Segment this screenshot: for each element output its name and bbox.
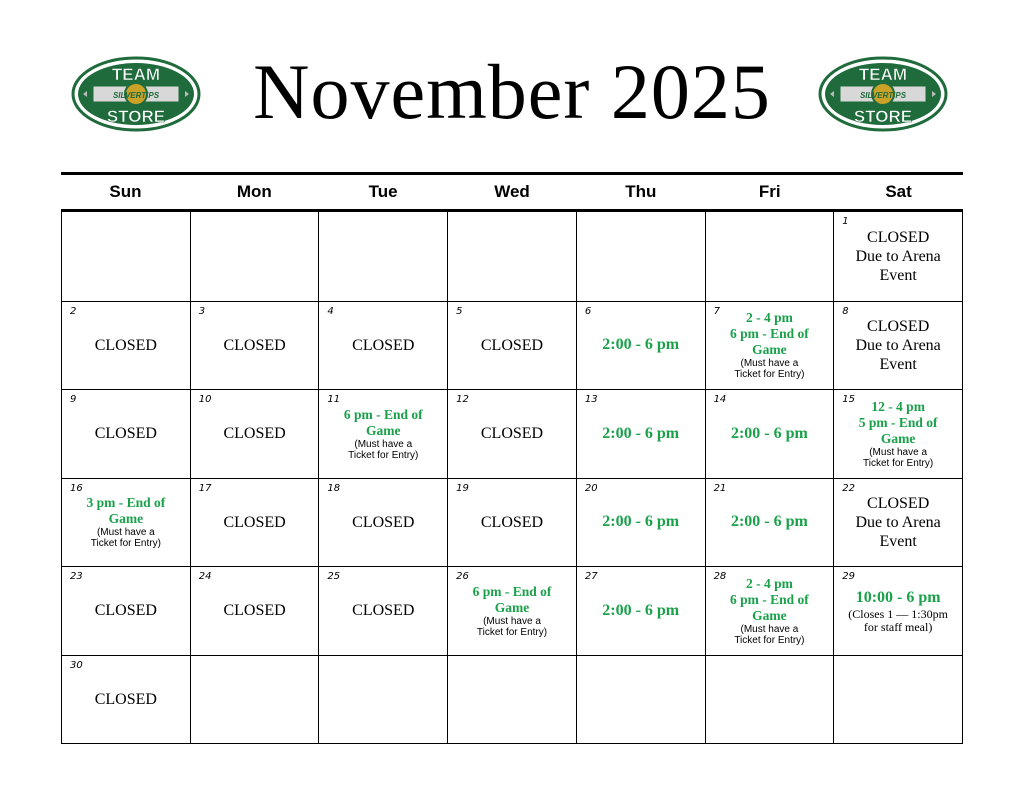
day-number: 30 <box>70 659 83 671</box>
day-number: 20 <box>584 482 598 494</box>
day-number: 18 <box>327 482 341 494</box>
logo-text-badge: SILVERTIPS <box>112 91 160 100</box>
day-content <box>319 567 447 655</box>
team-store-logo-right <box>818 56 948 132</box>
day-content <box>62 656 190 744</box>
day-content <box>706 656 834 744</box>
calendar-day-cell <box>706 389 835 478</box>
open-hours: 2 - 4 pm <box>745 575 793 591</box>
open-hours: 6 pm - End of Game <box>343 406 423 438</box>
weekday-label: Wed <box>494 182 530 201</box>
calendar-grid <box>61 212 963 744</box>
calendar-day-cell <box>706 478 835 567</box>
closed-text: CLOSED <box>480 336 544 354</box>
calendar-day-cell <box>191 301 320 390</box>
calendar-day-cell <box>62 655 191 744</box>
calendar-day-cell <box>62 301 191 390</box>
day-content <box>62 302 190 390</box>
calendar-day-cell <box>319 478 448 567</box>
ticket-note: (Must have a Ticket for Entry) <box>90 527 161 550</box>
closed-text: CLOSED <box>223 425 286 443</box>
day-content <box>191 212 319 301</box>
open-hours: 6 pm - End of Game <box>730 591 809 623</box>
calendar-day-cell <box>834 478 963 567</box>
day-number: 6 <box>584 305 592 317</box>
day-content <box>448 390 576 478</box>
day-number: 4 <box>327 305 334 317</box>
closed-text: CLOSED <box>94 690 157 708</box>
day-number: 28 <box>713 571 727 582</box>
open-hours: 2:00 - 6 pm <box>602 601 680 619</box>
day-content <box>191 302 319 390</box>
day-content <box>319 656 447 744</box>
day-content <box>834 656 962 744</box>
calendar-day-cell <box>191 566 320 655</box>
day-content <box>834 479 962 567</box>
day-content <box>191 479 319 567</box>
day-content <box>191 567 319 655</box>
day-number: 7 <box>713 305 720 317</box>
day-content <box>191 656 319 744</box>
calendar-day-cell <box>319 389 448 478</box>
calendar-day-cell <box>834 301 963 390</box>
day-number: 24 <box>198 571 212 582</box>
closed-text: CLOSED <box>352 513 415 531</box>
day-content <box>319 479 447 567</box>
calendar-empty-cell <box>191 212 320 301</box>
day-number: 9 <box>70 394 77 405</box>
day-number: 19 <box>456 482 469 494</box>
day-content <box>577 302 705 390</box>
day-number: 22 <box>842 482 856 494</box>
calendar-empty-cell <box>191 655 320 744</box>
calendar-day-cell <box>319 301 448 390</box>
day-content <box>706 302 834 390</box>
calendar-day-cell <box>448 389 577 478</box>
day-number: 14 <box>713 394 727 405</box>
ticket-note: (Must have a Ticket for Entry) <box>476 615 548 638</box>
weekday-label: Sun <box>109 182 142 201</box>
calendar-day-cell <box>577 389 706 478</box>
day-number: 15 <box>842 394 856 405</box>
logo-text-team: TEAM <box>111 65 161 84</box>
calendar-day-cell <box>577 566 706 655</box>
calendar-day-cell <box>448 566 577 655</box>
day-number: 2 <box>70 305 77 317</box>
ticket-note: (Must have a Ticket for Entry) <box>348 438 419 461</box>
calendar-day-cell <box>448 301 577 390</box>
logo-text-team: TEAM <box>858 65 908 84</box>
day-content <box>577 656 705 744</box>
open-hours: 2:00 - 6 pm <box>730 424 808 442</box>
day-number: 1 <box>842 216 849 227</box>
open-hours: 10:00 - 6 pm <box>855 588 941 606</box>
closed-text: Due to Arena <box>855 247 941 265</box>
weekday-label: Mon <box>236 182 272 201</box>
day-number: 12 <box>456 394 469 405</box>
calendar-empty-cell <box>577 212 706 301</box>
open-hours: 2:00 - 6 pm <box>602 424 680 442</box>
day-number: 26 <box>456 571 469 582</box>
day-number: 29 <box>842 571 856 582</box>
open-hours: 6 pm - End of Game <box>730 326 809 358</box>
day-number: 5 <box>456 305 463 317</box>
weekday-label: Sat <box>885 182 912 201</box>
calendar-day-cell <box>577 478 706 567</box>
open-hours: 6 pm - End of Game <box>472 583 552 615</box>
day-content <box>448 479 576 567</box>
closed-text: CLOSED <box>867 228 930 246</box>
closed-text: CLOSED <box>480 513 544 531</box>
day-content <box>319 212 447 301</box>
weekday-label: Tue <box>368 182 398 201</box>
calendar-empty-cell <box>834 655 963 744</box>
closed-text: CLOSED <box>94 602 157 620</box>
open-hours: 3 pm - End of Game <box>86 495 166 527</box>
closed-text: Due to Arena <box>855 336 941 354</box>
day-content <box>448 656 576 744</box>
calendar-day-cell <box>834 212 963 301</box>
ticket-note: (Must have a Ticket for Entry) <box>734 623 805 646</box>
day-content <box>448 212 576 301</box>
calendar-day-cell <box>191 389 320 478</box>
day-number: 27 <box>584 571 598 582</box>
calendar-empty-cell <box>706 212 835 301</box>
day-content <box>319 390 447 478</box>
day-content <box>448 567 576 655</box>
open-hours: 2:00 - 6 pm <box>730 513 808 531</box>
day-number: 11 <box>327 394 341 405</box>
closed-text: CLOSED <box>867 494 930 512</box>
calendar-day-cell <box>834 389 963 478</box>
day-content <box>319 302 447 390</box>
closed-text: Event <box>879 355 917 373</box>
calendar-day-cell <box>834 566 963 655</box>
closed-text: CLOSED <box>223 602 286 620</box>
calendar-empty-cell <box>706 655 835 744</box>
day-content <box>706 567 834 655</box>
day-content <box>62 212 190 301</box>
open-hours: 5 pm - End of Game <box>858 414 938 446</box>
day-number: 25 <box>327 571 341 582</box>
open-hours: 2:00 - 6 pm <box>602 513 680 531</box>
open-hours: 2:00 - 6 pm <box>602 336 680 354</box>
calendar-empty-cell <box>577 655 706 744</box>
day-content <box>577 479 705 567</box>
logo-text-store: STORE <box>106 107 166 126</box>
closed-text: CLOSED <box>94 425 157 443</box>
calendar-empty-cell <box>319 655 448 744</box>
closed-text: Event <box>879 266 917 284</box>
day-content <box>448 302 576 390</box>
closed-text: CLOSED <box>94 336 157 354</box>
day-content <box>577 212 705 301</box>
calendar-empty-cell <box>319 212 448 301</box>
day-content <box>62 567 190 655</box>
day-number: 17 <box>198 482 212 494</box>
page-title: November 2025 <box>253 48 771 135</box>
day-number: 16 <box>70 482 83 494</box>
day-content <box>577 390 705 478</box>
logo-text-store: STORE <box>853 107 913 126</box>
open-hours: 2 - 4 pm <box>745 310 793 326</box>
calendar-day-cell <box>706 301 835 390</box>
weekday-label: Thu <box>625 182 657 201</box>
closed-text: CLOSED <box>867 317 930 335</box>
open-hours: 12 - 4 pm <box>871 398 925 414</box>
day-number: 13 <box>584 394 598 405</box>
day-content <box>706 212 834 301</box>
day-number: 23 <box>70 571 83 582</box>
weekday-header-row <box>61 175 963 209</box>
ticket-note: (Must have a Ticket for Entry) <box>863 446 934 469</box>
calendar-day-cell <box>706 566 835 655</box>
calendar-empty-cell <box>62 212 191 301</box>
closed-text: Event <box>879 532 917 550</box>
calendar-day-cell <box>319 566 448 655</box>
day-content <box>62 390 190 478</box>
day-content <box>834 302 962 390</box>
weekday-label: Fri <box>758 182 781 201</box>
day-content <box>706 479 834 567</box>
day-number: 10 <box>198 394 212 405</box>
day-content <box>62 479 190 567</box>
day-number: 3 <box>198 305 206 317</box>
closed-text: CLOSED <box>223 513 286 531</box>
logo-text-badge: SILVERTIPS <box>859 91 907 100</box>
staff-meal-note: (Closes 1 — 1:30pm for staff meal) <box>848 606 948 634</box>
calendar-day-cell <box>191 478 320 567</box>
closed-text: CLOSED <box>352 602 415 620</box>
closed-text: CLOSED <box>480 425 544 443</box>
closed-text: CLOSED <box>352 336 415 354</box>
closed-text: Due to Arena <box>855 513 941 531</box>
calendar-day-cell <box>62 389 191 478</box>
calendar-day-cell <box>577 301 706 390</box>
calendar-day-cell <box>62 478 191 567</box>
calendar-day-cell <box>62 566 191 655</box>
calendar-empty-cell <box>448 655 577 744</box>
ticket-note: (Must have a Ticket for Entry) <box>734 358 805 381</box>
day-content <box>834 390 962 478</box>
calendar-day-cell <box>448 478 577 567</box>
closed-text: CLOSED <box>223 336 286 354</box>
day-number: 8 <box>842 305 849 317</box>
day-content <box>834 567 962 655</box>
day-content <box>706 390 834 478</box>
day-number: 21 <box>713 482 727 494</box>
day-content <box>834 212 962 301</box>
day-content <box>577 567 705 655</box>
day-content <box>191 390 319 478</box>
calendar-empty-cell <box>448 212 577 301</box>
